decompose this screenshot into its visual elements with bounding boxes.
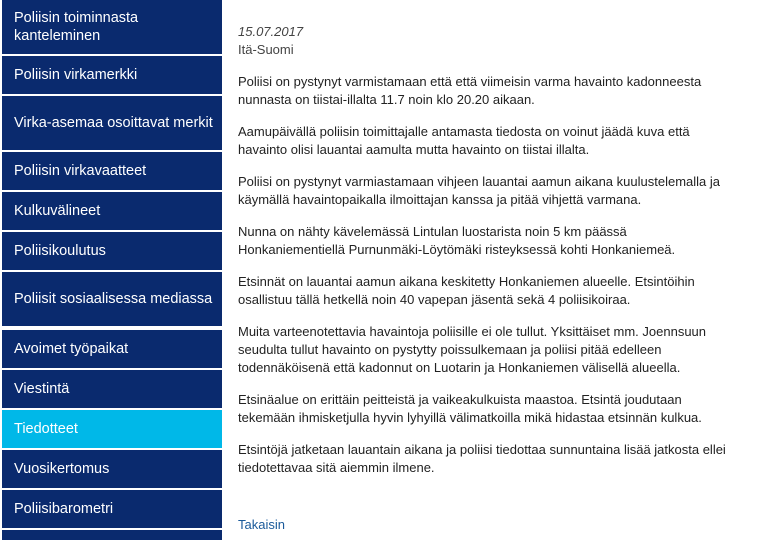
sidebar-nav	[0, 0, 224, 536]
sidebar-item-sosiaalinen-media[interactable]	[2, 272, 222, 326]
article-paragraph: Etsinnät on lauantai aamun aikana keskitetty Honkaniemen alueelle. Etsintöihin osallistuu tällä hetkellä noin 40 vapepan jäsentä sekä 4 poliisikoiraa.	[238, 274, 695, 307]
article-region: Itä-Suomi	[238, 42, 294, 57]
article-paragraph: Etsintöjä jatketaan lauantain aikana ja poliisi tiedottaa sunnuntaina lisää jatkosta ellei tiedotettavaa sitä aiemmin ilmene.	[238, 442, 726, 475]
sidebar-item-label: Kulkuvälineet	[14, 203, 101, 219]
sidebar-item-virka-asema[interactable]	[2, 96, 222, 150]
sidebar-item-kulkuvalineet[interactable]	[2, 192, 222, 230]
article-date: 15.07.2017	[238, 24, 304, 39]
article-paragraph: Poliisi on pystynyt varmistamaan että että viimeisin varma havainto kadonneesta nunnasta on tiistai-illalta 11.7 noin klo 20.20 aikaan.	[238, 74, 702, 107]
article-paragraph: Aamupäivällä poliisin toimittajalle antamasta tiedosta on voinut jäädä kuva että havainto olisi lauantai aamulta mutta havainto on tiistai illalta.	[238, 124, 690, 157]
sidebar-item-poliisibarometri[interactable]	[2, 490, 222, 528]
article-paragraph: Etsinäalue on erittäin peitteistä ja vaikeakulkuista maastoa. Etsintä joudutaan tekemään ihmisketjulla hyvin lyhyillä välimatkoilla mikä hidastaa etsinnän kulkua.	[238, 392, 702, 425]
sidebar-item-tiedotteet[interactable]	[2, 410, 222, 448]
article-paragraph: Poliisi on pystynyt varmiastamaan vihjeen lauantai aamun aikana kuulustelemalla ja käymällä havaintopaikalla ilmoittajan kanssa ja pitää vihjettä varmana.	[238, 174, 720, 207]
sidebar-item-label: Viestintä	[14, 381, 70, 397]
article-paragraph: Nunna on nähty kävelemässä Lintulan luostarista noin 5 km päässä Honkaniementiellä Purnunmäki-Löytömäki risteyksessä kohti Honkaniemeä.	[238, 224, 676, 257]
sidebar-item-vuosikertomus[interactable]	[2, 450, 222, 488]
sidebar-item-viestinta[interactable]	[2, 370, 222, 408]
sidebar-item-label: Avoimet työpaikat	[14, 341, 129, 357]
article-paragraph: Muita varteenotettavia havaintoja poliisille ei ole tullut. Yksittäiset mm. Joennsuun seudulta tullut havainto on pystytty poissulkemaan ja poliisi pitää edelleen todennäköisenä että kadonnut on Luotarin ja Honkaniemen välisellä alueella.	[238, 324, 707, 375]
sidebar-item-label: Vuosikertomus	[14, 461, 110, 477]
sidebar-item-poliisikoulutus[interactable]	[2, 232, 222, 270]
sidebar-item-label: Poliisibarometri	[14, 501, 114, 517]
sidebar-item-virkamerkki[interactable]	[2, 56, 222, 94]
sidebar-item-kanteleminen[interactable]	[2, 0, 222, 54]
sidebar-item-label: Poliisit sosiaalisessa mediassa	[14, 291, 213, 307]
sidebar-item-virkavaatteet[interactable]	[2, 152, 222, 190]
sidebar-item-label: Poliisikoulutus	[14, 243, 106, 259]
back-link[interactable]: Takaisin	[238, 517, 285, 532]
sidebar-item-tyopaikat[interactable]	[2, 330, 222, 368]
sidebar-item-label: Tiedotteet	[14, 421, 78, 437]
sidebar-item-label: Poliisin virkavaatteet	[14, 163, 147, 179]
sidebar-item-label: Poliisin virkamerkki	[14, 67, 138, 83]
sidebar-item-label: Poliisin toiminnasta kanteleminen	[14, 10, 139, 44]
sidebar-item-label: Virka-asemaa osoittavat merkit	[14, 115, 213, 131]
sidebar-item-next[interactable]	[2, 530, 222, 540]
